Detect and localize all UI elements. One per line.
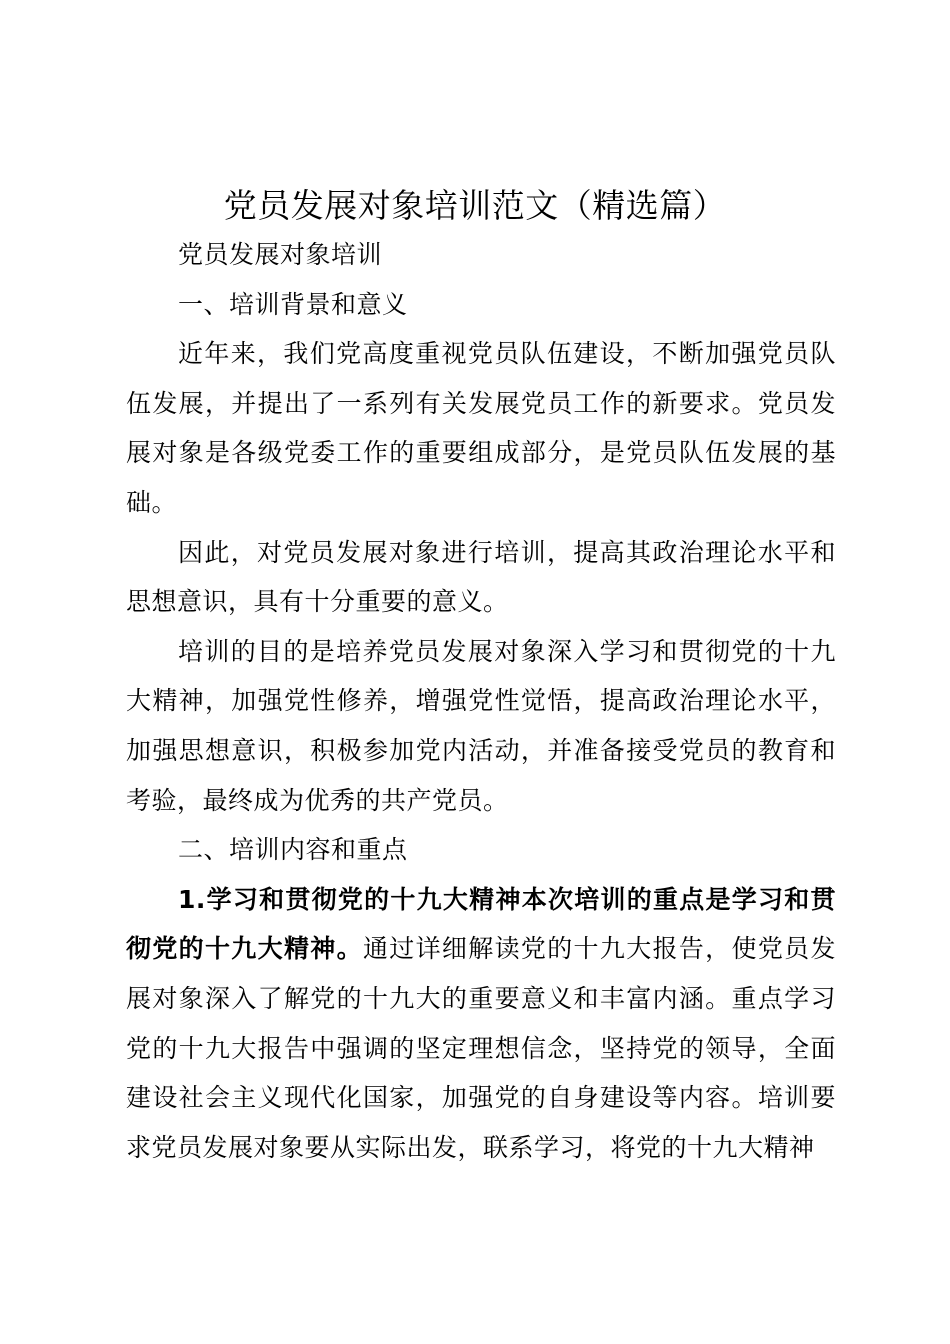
paragraph-continuation: 通过详细解读党的十九大报告，使党员发展对象深入了解党的十九大的重要意义和丰富内涵。重点学习党的十九大报告中强调的坚定理想信念，坚持党的领导，全面建设社会主义现代化国家，加强党的自身建设等内容。培训要求党员发展对象要从实际出发，联系学习，将党的十九大精神 — [126, 934, 836, 1162]
paragraph-training-purpose: 培训的目的是培养党员发展对象深入学习和贯彻党的十九大精神，加强党性修养，增强党性觉悟，提高政治理论水平，加强思想意识，积极参加党内活动，并准备接受党员的教育和考验，最终成为优秀的共产党员。 — [126, 636, 836, 815]
subtitle: 党员发展对象培训 — [178, 240, 383, 269]
section-heading-background: 一、培训背景和意义 — [178, 289, 408, 319]
document-title: 党员发展对象培训范文（精选篇） — [223, 186, 727, 225]
paragraph-study-nineteenth-congress — [126, 875, 836, 1173]
paragraph-recent-years: 近年来，我们党高度重视党员队伍建设，不断加强党员队伍发展，并提出了一系列有关发展党员工作的新要求。党员发展对象是各级党委工作的重要组成部分，是党员队伍发展的基础。 — [126, 339, 836, 517]
paragraph-therefore: 因此，对党员发展对象进行培训，提高其政治理论水平和思想意识，具有十分重要的意义。 — [126, 537, 836, 617]
bold-lead-sentence: 1.学习和贯彻党的十九大精神本次培训的重点是学习和贯彻党的十九大精神。 — [126, 884, 836, 964]
document-body — [126, 230, 836, 1172]
section-heading-content: 二、培训内容和重点 — [178, 835, 408, 865]
